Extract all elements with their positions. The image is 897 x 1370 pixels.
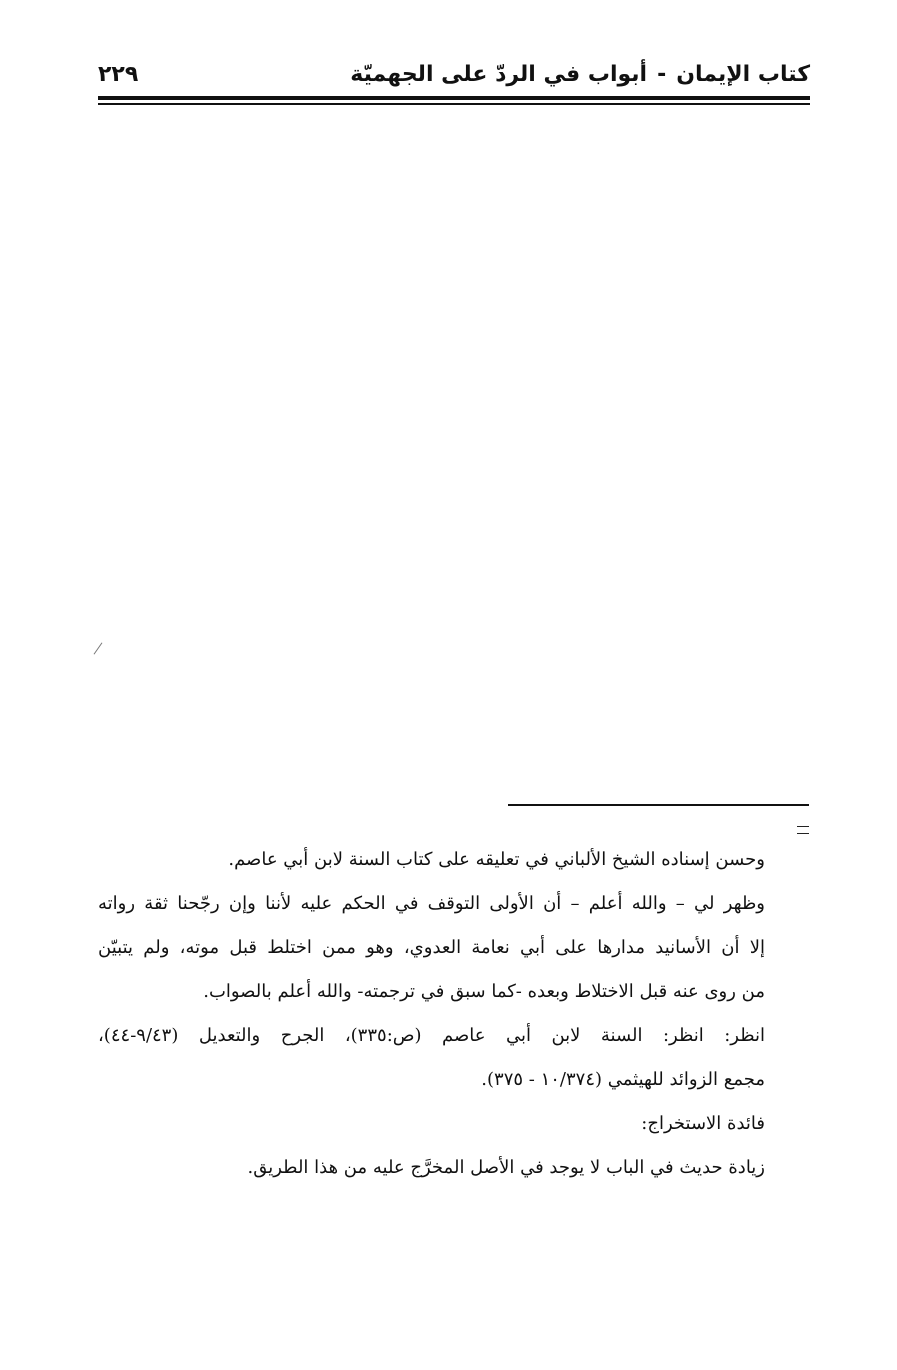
- title-separator: -: [657, 62, 667, 87]
- footnote-line-8: زيادة حديث في الباب لا يوجد في الأصل المخرَّج عليه من هذا الطريق.: [247, 1157, 765, 1178]
- footnote-line-2: وظهر لي – والله أعلم – أن الأولى التوقف في الحكم عليه لأننا وإن رجّحنا ثقة رواته: [98, 893, 765, 914]
- header-rule-thin: [98, 103, 810, 105]
- chapter-title: أبواب في الردّ على الجهميّة: [350, 62, 648, 87]
- running-title: [350, 58, 810, 92]
- stray-pen-mark: [94, 642, 103, 654]
- running-header: [98, 58, 810, 94]
- footnote-line-1: وحسن إسناده الشيخ الألباني في تعليقه على كتاب السنة لابن أبي عاصم.: [228, 849, 765, 870]
- footnote-line-6: مجمع الزوائد للهيثمي (١٠/٣٧٤ - ٣٧٥).: [481, 1069, 765, 1090]
- footnote-line-5: انظر: انظر: السنة لابن أبي عاصم (ص:٣٣٥)، الجرح والتعديل (٩/٤٣-٤٤)،: [98, 1025, 765, 1046]
- footnote-continuation-mark: [797, 826, 809, 834]
- footnote-block: [98, 838, 765, 1190]
- footnote-separator: [508, 804, 809, 806]
- footnote-line-4: من روى عنه قبل الاختلاط وبعده -كما سبق في ترجمته- والله أعلم بالصواب.: [203, 981, 765, 1002]
- header-rule-thick: [98, 96, 810, 100]
- footnote-line-3: إلا أن الأسانيد مدارها على أبي نعامة العدوي، وهو ممن اختلط قبل موته، ولم يتبيّن: [98, 937, 765, 958]
- book-title: كتاب الإيمان: [676, 62, 810, 87]
- page-number: ٢٢٩: [98, 62, 139, 87]
- footnote-line-7: فائدة الاستخراج:: [641, 1113, 765, 1134]
